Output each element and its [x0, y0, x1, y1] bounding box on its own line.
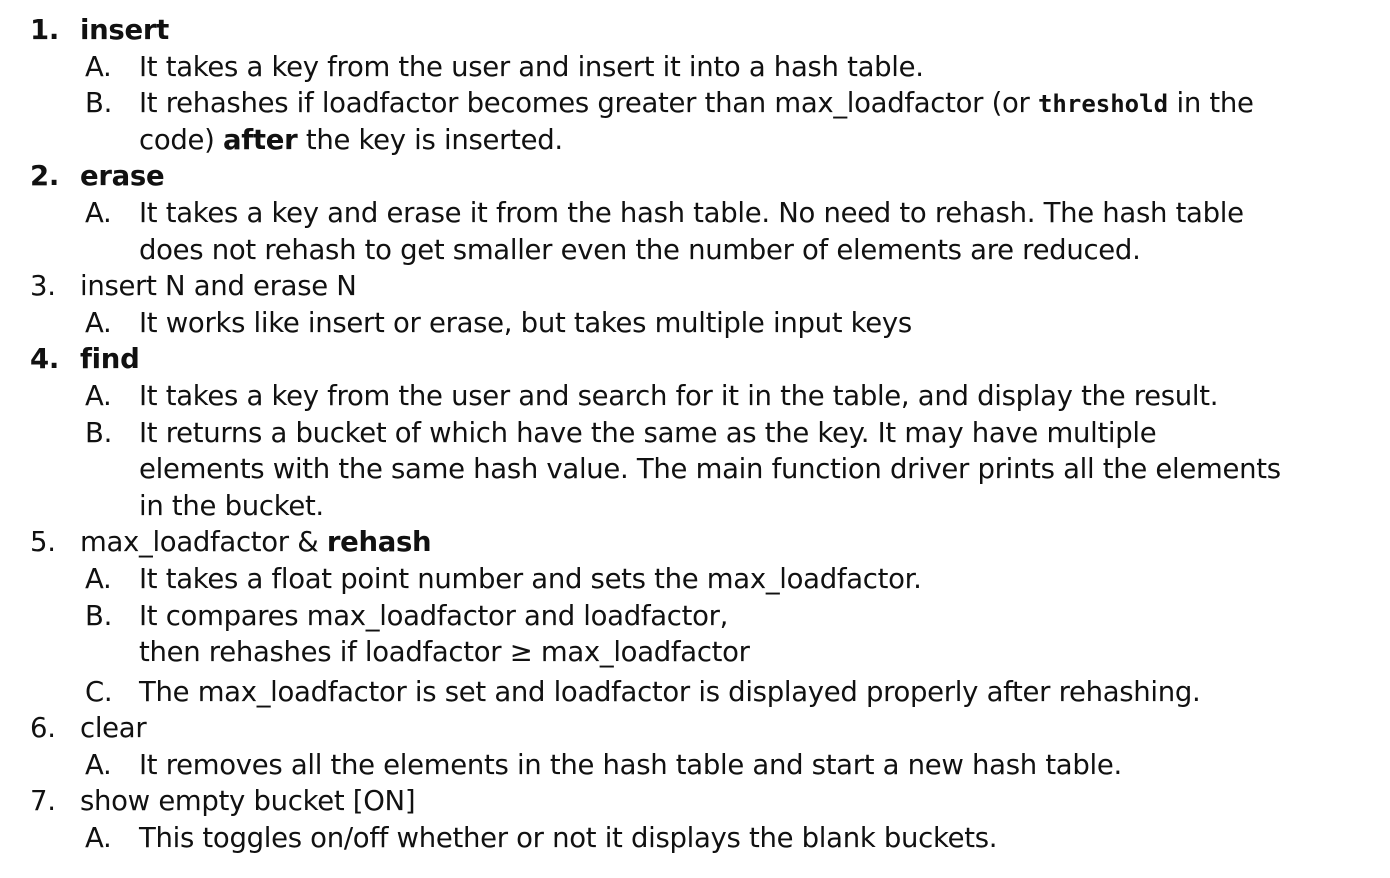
- sub-item-letter: B.: [85, 599, 113, 632]
- sub-item-continuation: [0, 634, 1390, 671]
- sub-item-letter: A.: [85, 822, 112, 855]
- list-item-show-empty-bucket: [0, 783, 1390, 856]
- sub-item: [0, 598, 1390, 635]
- text-segment: the key is inserted.: [297, 123, 563, 156]
- sub-item-text: This toggles on/off whether or not it displays the blank buckets.: [139, 822, 998, 855]
- sub-item: [0, 378, 1390, 415]
- item-title: insert: [80, 14, 169, 46]
- bold-after: after: [223, 123, 298, 156]
- item-heading: [0, 783, 1390, 820]
- text-segment: It rehashes if loadfactor becomes greater than max_loadfactor (or: [139, 87, 1038, 120]
- list-item-find: [0, 341, 1390, 524]
- item-number: 5.: [30, 526, 56, 559]
- item-number: 4.: [30, 343, 59, 376]
- text-segment: code): [139, 123, 223, 156]
- code-threshold: threshold: [1037, 90, 1169, 119]
- sub-item-text: It removes all the elements in the hash table and start a new hash table.: [139, 748, 1122, 781]
- sub-item-letter: A.: [85, 306, 112, 339]
- sub-item-text: [139, 122, 563, 159]
- sub-item-text: It takes a key from the user and search for it in the table, and display the result.: [139, 379, 1219, 412]
- item-heading: [0, 158, 1390, 195]
- item-heading: [0, 524, 1390, 561]
- sub-item-text: in the bucket.: [139, 489, 324, 522]
- sub-item-text: It works like insert or erase, but takes multiple input keys: [139, 306, 912, 339]
- list-item-clear: [0, 710, 1390, 783]
- list-item-max-loadfactor-rehash: [0, 524, 1390, 710]
- sub-item-letter: A.: [85, 196, 112, 229]
- sub-item-text: does not rehash to get smaller even the number of elements are reduced.: [139, 233, 1141, 266]
- sub-item-text: It takes a float point number and sets the max_loadfactor.: [139, 562, 922, 595]
- sub-item-text: It takes a key from the user and insert it into a hash table.: [139, 50, 924, 83]
- sub-item-text: It returns a bucket of which have the same as the key. It may have multiple: [139, 416, 1157, 449]
- item-number: 3.: [30, 270, 56, 303]
- sub-item: [0, 820, 1390, 857]
- item-heading: [0, 12, 1390, 49]
- sub-item: [0, 49, 1390, 86]
- sub-item: [0, 195, 1390, 232]
- sub-item-continuation: [0, 451, 1390, 488]
- item-heading: [0, 341, 1390, 378]
- item-title: [80, 524, 431, 561]
- sub-item-text: [139, 85, 1254, 123]
- list-item-erase: [0, 158, 1390, 268]
- sub-item-continuation: [0, 122, 1390, 159]
- item-title: clear: [80, 712, 147, 745]
- item-number: 7.: [30, 785, 56, 818]
- text-segment: in the: [1168, 87, 1254, 120]
- sub-item: [0, 561, 1390, 598]
- list-item-insert-n-erase-n: [0, 268, 1390, 341]
- sub-item: [0, 305, 1390, 342]
- sub-item: [0, 674, 1390, 711]
- bold-rehash: rehash: [326, 526, 432, 559]
- sub-item-text: It takes a key and erase it from the hash table. No need to rehash. The hash table: [139, 196, 1244, 229]
- sub-item-letter: B.: [85, 416, 113, 449]
- sub-item-letter: A.: [85, 562, 112, 595]
- item-number: 1.: [30, 14, 59, 46]
- item-number: 6.: [30, 712, 56, 745]
- sub-item-text: then rehashes if loadfactor ≥ max_loadfactor: [139, 636, 750, 669]
- sub-item-letter: A.: [85, 50, 112, 83]
- sub-item: [0, 747, 1390, 784]
- sub-item-continuation: [0, 232, 1390, 269]
- item-title: find: [80, 343, 140, 376]
- sub-item-text: The max_loadfactor is set and loadfactor is displayed properly after rehashing.: [139, 675, 1201, 708]
- item-title: show empty bucket [ON]: [80, 785, 416, 818]
- sub-item: [0, 85, 1390, 122]
- title-segment: max_loadfactor &: [80, 526, 327, 559]
- list-item-insert: [0, 12, 1390, 158]
- sub-item-text: It compares max_loadfactor and loadfactor,: [139, 599, 729, 632]
- item-heading: [0, 710, 1390, 747]
- sub-item-letter: A.: [85, 379, 112, 412]
- sub-item-continuation: [0, 488, 1390, 525]
- sub-item-letter: A.: [85, 748, 112, 781]
- sub-item-text: elements with the same hash value. The main function driver prints all the elements: [139, 453, 1281, 486]
- item-title: insert N and erase N: [80, 270, 357, 303]
- sub-item: [0, 415, 1390, 452]
- item-number: 2.: [30, 160, 59, 193]
- item-heading: [0, 268, 1390, 305]
- item-title: erase: [80, 160, 165, 193]
- sub-item-letter: C.: [85, 675, 113, 708]
- sub-item-letter: B.: [85, 87, 113, 120]
